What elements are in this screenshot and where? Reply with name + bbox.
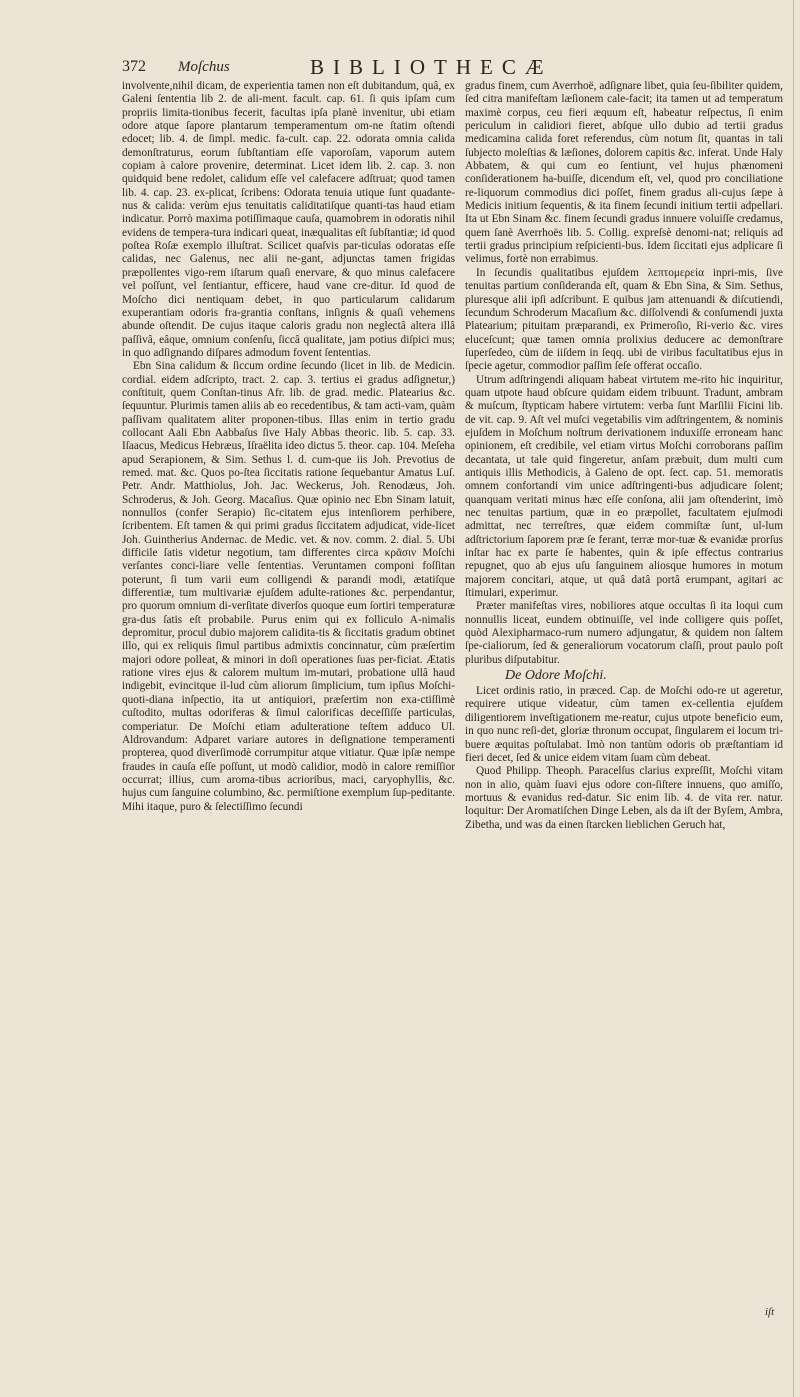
running-head: Moſchus bbox=[178, 59, 230, 75]
paragraph: gradus finem, cum Averrhoë, adſignare libet, quia ſeu-ſibiliter quidem, ſed citra manifeſtam læſionem cale-facit; ita tamen ut ad temperatum maximè corpus, ceu fieri æquum eſt, habeatur reſpectus, ſi enim periculum in calidiori fieret, abſque ullo dubio ad tertii gradus medicamina calida foret referendus, cùm notum ſit, quantas in tali ſubjecto moleſtias & læſiones, dolorem capitis &c. inferat. Unde Haly Abbatem, & qui cum eo ſentiunt, vel hujus phænomeni conſiderationem ha-buiſſe, dicendum eſt, vel, quod pro conciliatione re-liquorum commodius dici poſſet, finem gradus ali-cujus ſæpe à Medicis initium ſequentis, & ita finem ſecundi initium tertii adpellari. Ita ut Ebn Sinam &c. finem ſecundi gradus innuere voluiſſe credamus, quem ſanè Averrhoës lib. 5. Collig. expreſsè denomi-nat; reliquis ad tertii gradus principium reſpicienti-bus. Idem ſiccitati ejus adplicare ſi velimus, fortè non errabimus. bbox=[465, 80, 783, 266]
paragraph: Præter manifeſtas vires, nobiliores atque occultas ſi ita loqui cum nonnullis liceat, eundem obtinuiſſe, vel inde colligere quis poſſet, quòd Alexipharmaco-rum numero adjungatur, & quidem non ſaltem ſpe-cialiorum, ſed & generaliorum vocatorum claſſi, prout paulo poſt pluribus diſputabitur. bbox=[465, 600, 783, 666]
paragraph: Quod Philipp. Theoph. Paracelſus clarius expreſſit, Moſchi vitam non in alio, quàm ſuavi ejus odore con-ſiſtere innuens, quo amiſſo, mortuus & evanidus red-datur. Sic enim lib. 4. de vita rer. natur. loquitur: Der Aromatiſchen Dinge Leben, als da iſt der Byſem, Ambra, Zibetha, und was da einen ſtarcken lieblichen Geruch hat, bbox=[465, 765, 783, 831]
paragraph: involvente,nihil dicam, de experientia tamen non eſt dubitandum, quâ, ex Galeni ſententia lib 2. de ali-ment. facult. cap. 61. ſi quis ipſam cum propriis limita-tionibus fecerit, facultas ipſa planè invenitur, ubi etiam odore atque ſapore plantarum temperamentum om-ne ſtatim oſtendi edocet; lib. 4. de ſimpl. medic. fa-cult. cap. 22. odorata omnia calida demonſtraturus, eorum ſubſtantiam eſſe vaporoſam, vaporum autem copiam à calore provenire, determinat. Licet idem lib. 2. cap. 3. non quidquid bene redolet, calidum eſſe vel calefacere adſtruat; quod tamen lib. 4. cap. 23. ex-plicat, ſcribens: Odorata tenuia utique ſunt quadante-nus & calida: verùm ejus tenuitatis caliditatiſque quanti-tas haud etiam indicatur. Porrò maxima potiſſimaque cauſa, quamobrem in odoratis nihil evidens de tempera-tura indicari queat, inæqualitas eſt ſubſtantiæ; id quod poſtea Roſæ exemplo illuſtrat. Scilicet quaſvis par-ticulas odoratas eſſe calidas, nec Galenus, nec alii ne-gant, adjunctas tamen frigidas præpollentes vigo-rem iſtarum quaſi enervare, & quo minus calefacere vel poſſunt, vel ſentiantur, efficere, haud vane cre-ditur. Id quod de Moſcho dici nentiquam debet, in quo particularum calidarum exuperantiam odoris fra-grantia conſtans, inſignis & quaſi vehemens abunde oſtendit. De cujus itaque caloris gradu non neglectâ altera illâ paſſivâ, eâque, omnium conſenſu, ſiccâ qualitate, jam potius diſpici mus; in quo adſignando diſpares admodum fovent ſententias. bbox=[122, 80, 455, 359]
paragraph: In ſecundis qualitatibus ejuſdem λεπτομερεία inpri-mis, ſive tenuitas partium conſideranda eſt, quam & Ebn Sina, & Sim. Sethus, pluresque alii ipſi adſcribunt. E quibus jam attenuandi & diſcutiendi, ſecundum Schroderum Macaſium &c. diſſolvendi & conſumendi juxta Platearium; pituitam præparandi, ex Primeroſio, Ri-verio &c. vires eluceſcunt; quæ tamen omnia prolixius deducere ac demonſtrare ſuperſedeo, cùm de iiſdem in ſeqq. ubi de viribus facultatibus ejus in ſpecie agetur, commodior paſſim ſeſe offerat occaſio. bbox=[465, 266, 783, 373]
page-header bbox=[122, 50, 780, 84]
page-number: 372 bbox=[122, 58, 146, 75]
paragraph: Licet ordinis ratio, in præced. Cap. de Moſchi odo-re ut ageretur, requirere utique videatur, cùm tamen ex-cellentia ejuſdem diligentiorem inveſtigationem me-reatur, cujus utpote beneficio eum, in quo nunc reſi-det, gloriæ thronum occupat, ſingularem ei locum tri-buere æquitas poſtulabat. Imò non tantùm odoris ob præſtantiam id fieri decet, ſed & unice eidem vitam ſuam cùm debeat. bbox=[465, 685, 783, 764]
catchword: iſt bbox=[765, 1306, 775, 1318]
page-title: BIBLIOTHECÆ bbox=[310, 55, 553, 79]
right-column bbox=[465, 80, 783, 832]
page-edge-line bbox=[793, 0, 794, 1397]
left-column bbox=[122, 80, 455, 814]
paragraph: Ebn Sina calidum & ſiccum ordine ſecundo (licet in lib. de Medicin. cordial. eidem adſcripto, tract. 2. cap. 3. tertius ei gradus adſignetur,) conſtituit, quem Conſtan-tinus Afr. lib. de grad. medic. Platearius &c. ſequuntur. Plurimis tamen aliis ab eo recedentibus, & tam acti-vam, quàm paſſivam qualitatem aliter proponen-tibus. Illas enim in tertio gradu collocant Aali Ebn Aabbaſus ſive Haly Abbas theoric. lib. 5. cap. 33. Iſaacus, Medicus Hebræus, Iſraëlita ideo dictus 5. theor. cap. 104. Meſeha apud Serapionem, & Sim. Sethus l. d. cum-que iis Joh. Prevotius de remed. mat. &c. Quos po-ſtea ſiccitatis ratione ſequebantur Amatus Luſ. Petr. Andr. Matthiolus, Joh. Jac. Weckerus, Joh. Renodæus, Joh. Schroderus, & Joh. Georg. Macaſius. Quæ opinio nec Ebn Sinam latuit, nonnullos (confer Serapio) ſic-citatem ejus intenſiorem perhibere, ſcribentem. Eſt tamen & qui primi gradus ſiccitatem adjudicat, vide-licet Joh. Guintherius Andernac. de Medic. vet. & nov. comm. 2. dial. 5. Ubi difficile ſatis videtur negotium, tam differentes circa κρᾶσιν Moſchi verſantes conci-liare velle ſententias. Veruntamen componi foſſitan poterunt, ſi tum varii eum colligendi & parandi modi, ætatiſque differentiæ, tum multivariæ ejuſdem adulte-rationes &c. perpendantur, pro quorum omnium di-verſitate diverſos quoque eum ſortiri temperaturæ gra-dus ſatis eſt probabile. Purus enim qui ex folliculo A-nimalis depromitur, procul dubio majorem caliditа-tis & ſiccitatis gradum obtinet illo, qui ex reliquis ſimul partibus admixtis concinnatur, cùm præſertim majori odore polleat, & minori in doſi operationes ſuas per-ficiat. Ætatis ratione vires ejus & calorem multum im-mutari, probatione ullâ haud indigebit, evincitque il-lud cùm aliorum ſimplicium, tum ipſius Moſchi-quoti-diana inſpectio, ita ut antiquiori, præſertim non exa-ctiſſimè cuſtodito, multas odoriferas & ſimul calorificas deceſſiſſe particulas, comperiatur. De Moſchi etiam adulteratione teſtem adduco Ul. Aldrovandum: Adparet variare autores in deſignatione temperamenti propterea, quod diverſimodè corrumpitur atque vitiatur. Quæ ipſæ nempe fraudes in cauſa eſſe poſſunt, ut modò calidior, modò in calore remiſſior occurrat; illius, cum aroma-tibus acrioribus, maci, caryophyllis, &c. hujus cum ſanguine columbino, &c. permiſtione exemplum ſup-peditante. Mihi itaque, puro & ſelectiſſimo ſecundi bbox=[122, 360, 455, 813]
section-heading: De Odore Moſchi. bbox=[505, 668, 607, 684]
paragraph: Utrum adſtringendi aliquam habeat virtutem me-rito hic inquiritur, quam utpote haud obſcure quidam eidem tribuunt. Tradunt, ambram & muſcum, ſtypticam habere virtutem: verba ſunt Marſilii Ficini lib. de vit. cap. 9. Aſt vel muſci vegetabilis vim adſtringentem, & nominis ejuſdem in Moſchum noſtrum derivationem induxiſſe erroneam hanc opinionem, eſt credibile, vel etiam virtus Moſchi corroborans paſſim decantata, ut tale quid fingeretur, anſam præbuit, dum multi cum antiquis illis Methodicis, à Galeno de opt. ſect. cap. 51. memoratis omnem confortandi vim unice adſtringenti-bus adjudicare ſolent; quanquam veritati minus hæc eſſe conſona, alii jam oſtenderint, imò nec tenuitas partium, quæ in eo præpollet, facultatem ejuſmodi admittat, nec terreſtres, quæ eidem commiſtæ ſunt, ul-lum adſtrictorium ſaporem præ ſe ferant, terræ mor-tuæ & evanidæ prorſus inſtar hac ex parte ſe habentes, quin & ipſe effectus contrarius repugnet, quo ab ejus uſu ſanguinem aliosque humores in motum majorem concitari, atque, ut quâ datâ portâ erumpant, agitari ac ſtimulari, experimur. bbox=[465, 373, 783, 600]
